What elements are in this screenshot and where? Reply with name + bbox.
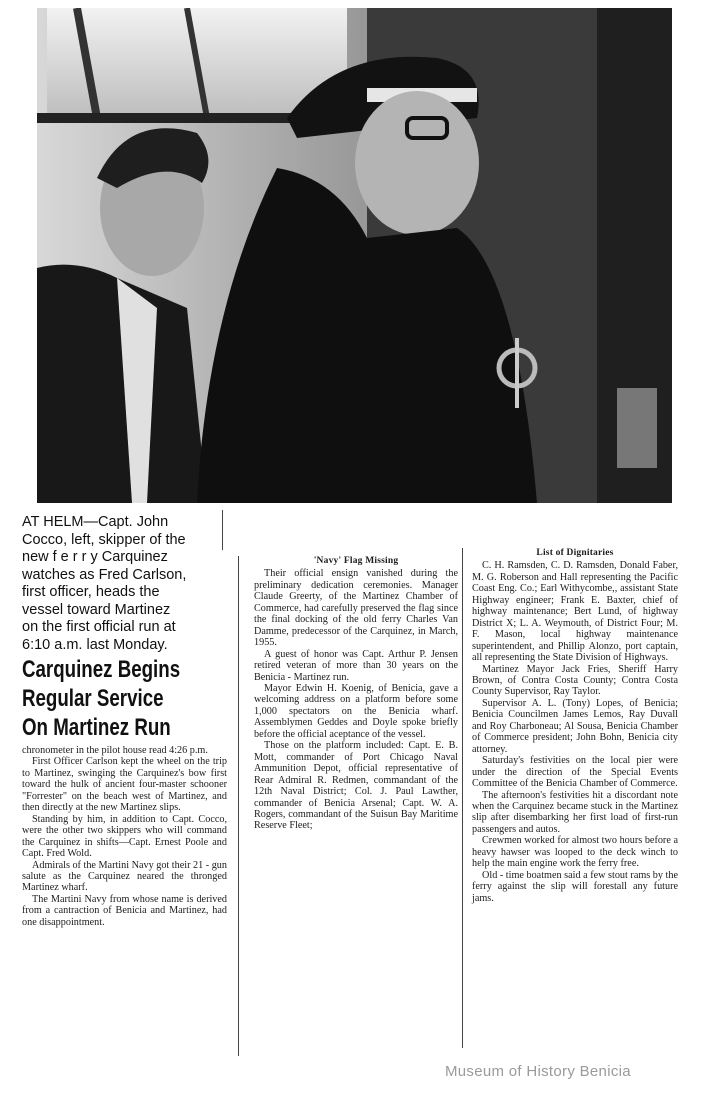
ferry-helm-photo bbox=[37, 8, 672, 503]
col1-paragraph: The Martini Navy from whose name is derived from a cantraction of Benicia and Martinez, had one disappointment. bbox=[22, 893, 227, 928]
col3-subhead: List of Dignitaries bbox=[536, 548, 614, 558]
col1-paragraph: Admirals of the Martini Navy got their 21 - gun salute as the Carquinez neared the thronged Martinez wharf. bbox=[22, 859, 227, 894]
col3-paragraph: Saturday's festivities on the local pier were under the direction of the Special Events Committee of the Benicia Chamber of Commerce. bbox=[472, 755, 678, 790]
column-rule-right bbox=[462, 548, 463, 1048]
col3-paragraph: Martinez Mayor Jack Fries, Sheriff Harry Brown, of Contra Costa County; Contra Costa County Supervisor, Ray Taylor. bbox=[472, 663, 678, 698]
article-column-1 bbox=[22, 745, 227, 928]
column-rule-left bbox=[238, 556, 239, 1056]
article-column-3 bbox=[472, 548, 678, 904]
col3-paragraph: C. H. Ramsden, C. D. Ramsden, Donald Faber, M. G. Roberson and Hall representing the Pacific Coast Eng. Co.; Earl Withycombe,, assistant State Highway engineer; Frank E. Baxter, chief of highway maintenance; Bert Lund, of highway District X; L. A. Weymouth, of District Four; M. F. Mason, local highway maintenance superintendent, and Phillip Alonzo, port captain, all representing the State Division of Highways. bbox=[472, 560, 678, 664]
col1-paragraph: chronometer in the pilot house read 4:26 p.m. bbox=[22, 745, 208, 756]
caption-rule bbox=[222, 510, 223, 550]
col3-paragraph: The afternoon's festivities hit a discordant note when the Carquinez became stuck in the Martinez slip after disembarking her first load of first-run passengers and autos. bbox=[472, 789, 678, 835]
col1-paragraph: Standing by him, in addition to Capt. Cocco, were the other two skippers who will command the Carquinez in shifts—Capt. Ernest Poole and Capt. Fred Wold. bbox=[22, 813, 227, 860]
article-column-2 bbox=[254, 556, 458, 832]
museum-watermark: Museum of History Benicia bbox=[445, 1063, 631, 1080]
col3-paragraph: Old - time boatmen said a few stout rams by the ferry against the slip will forestall any future jams. bbox=[472, 869, 678, 904]
col2-paragraph: Their official ensign vanished during the preliminary dedication ceremonies. Manager Claude Greerty, of the Martinez Chamber of Commerce, had carefully preserved the flag since the final docking of the old ferry Charles Van Damme, predecessor of the Carquinez, in March, 1955. bbox=[254, 568, 458, 649]
col2-subhead: 'Navy' Flag Missing bbox=[313, 556, 399, 566]
col2-paragraph: Those on the platform included: Capt. E. B. Mott, commander of Port Chicago Naval Ammunition Depot, official representative of Rear Admiral R. Redmen, commandant of the 12th Naval District; Col. J. Paul Lawther, commander of Benicia Arsenal; Capt. W. A. Rogers, commandant of the Suisun Bay Maritime Reserve Fleet; bbox=[254, 740, 458, 832]
photo-illustration bbox=[37, 8, 672, 503]
col2-paragraph: Mayor Edwin H. Koenig, of Benicia, gave a welcoming address on a platform before some 1,000 spectators on the Benicia wharf. Assemblymen Geddes and Doyle spoke briefly before the official aceptance of the vessel. bbox=[254, 682, 458, 740]
headline: Carquinez Begins Regular Service On Martinez Run bbox=[22, 656, 181, 741]
col1-paragraph: First Officer Carlson kept the wheel on the trip to Martinez, swinging the Carquinez's bow first toward the hulk of ancient four-master schooner "Forrester" on the beach west of Martinez, and then directly at the new Martinez slips. bbox=[22, 756, 227, 814]
col3-paragraph: Supervisor A. L. (Tony) Lopes, of Benicia; Benicia Councilmen James Lemos, Ray Duvall and Roy Charboneau; Al Sousa, Benicia Chamber of Commerce president; John Bohn, Benicia city attorney. bbox=[472, 697, 678, 755]
col3-paragraph: Crewmen worked for almost two hours before a heavy hawser was looped to the deck winch to help the main engine work the ferry free. bbox=[472, 835, 678, 870]
photo-caption: AT HELM—Capt. John Cocco, left, skipper of the new f e r r y Carquinez watches as Fred Carlson, first officer, heads the vessel toward Martinez on the first official run at 6:10 a.m. last Monday. bbox=[22, 514, 187, 653]
col2-paragraph: A guest of honor was Capt. Arthur P. Jensen retired veteran of more than 30 years on the Benicia - Martinez run. bbox=[254, 648, 458, 683]
